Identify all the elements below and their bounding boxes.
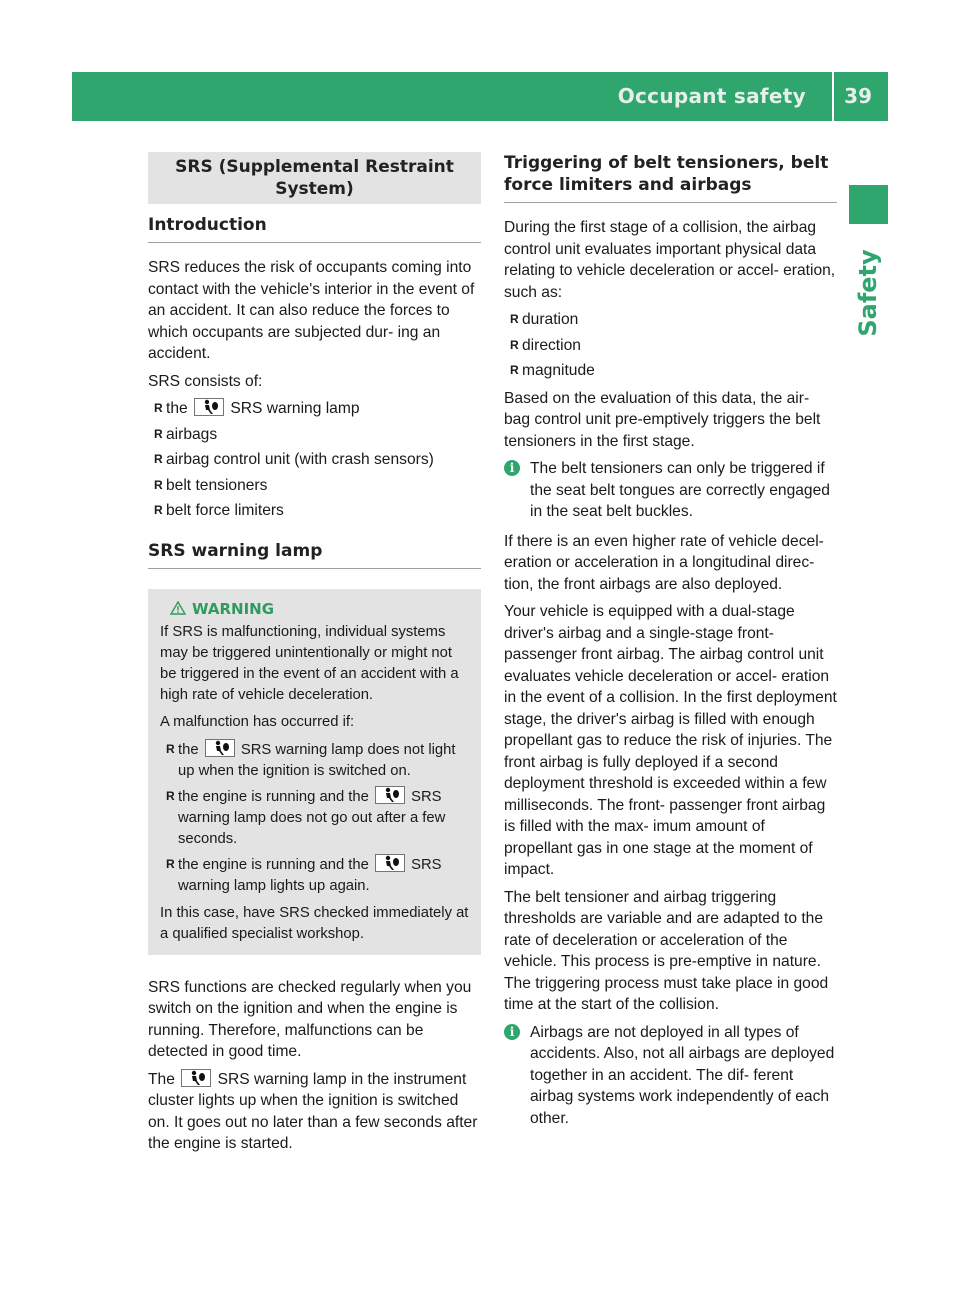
srs-airbag-icon <box>181 1069 211 1087</box>
body-paragraph: The belt tensioner and airbag triggering thresholds are variable and are adapted to the rate of deceleration or acceleration of the vehicle. This process is pre-emptive in nature. The triggering process must take place in good time at the start of the collision. <box>504 888 829 1013</box>
info-icon: i <box>504 1024 520 1040</box>
list-item: R belt tensioners <box>148 475 481 497</box>
warning-paragraph: If SRS is malfunctioning, individual systems may be triggered unintentionally or might not be triggered in the event of an accident with a high rate of vehicle deceleration. <box>160 623 459 703</box>
srs-airbag-icon <box>375 854 405 872</box>
warning-paragraph: In this case, have SRS checked immediately at a qualified specialist workshop. <box>160 904 469 942</box>
list-item: R direction <box>504 335 837 357</box>
list-item: R the engine is running and the SRS warning lamp does not go out after a few seconds. <box>160 786 469 850</box>
info-icon: i <box>504 460 520 476</box>
lamp-paragraph: The SRS warning lamp in the instrument cluster lights up when the ignition is switched on. It goes out no later than a few seconds after the engine is started. <box>148 1070 478 1152</box>
checks-paragraph: SRS functions are checked regularly when you switch on the ignition and when the engine is running. Therefore, malfunctions can be detected in good time. <box>148 978 472 1060</box>
chapter-tab <box>849 185 888 224</box>
consists-of-text: SRS consists of: <box>148 372 263 390</box>
list-item: R the SRS warning lamp does not light up when the ignition is switched on. <box>160 739 469 782</box>
warning-title: WARNING <box>192 599 275 618</box>
list-item: R belt force limiters <box>148 500 481 522</box>
list-item: R airbags <box>148 424 481 446</box>
header-divider <box>832 72 834 121</box>
list-item: R magnitude <box>504 360 837 382</box>
body-paragraph: Based on the evaluation of this data, the air- bag control unit pre-emptively triggers the belt tensioners in the first stage. <box>504 389 821 450</box>
info-text: Airbags are not deployed in all types of accidents. Also, not all airbags are deployed together in an accident. The dif- ferent airbag systems work independently of each other. <box>530 1023 835 1127</box>
srs-airbag-icon <box>375 786 405 804</box>
list-item: R the engine is running and the SRS warning lamp lights up again. <box>160 854 469 897</box>
info-text: The belt tensioners can only be triggered if the seat belt tongues are correctly engaged in the seat belt buckles. <box>530 460 830 520</box>
body-paragraph: During the first stage of a collision, the airbag control unit evaluates important physical data relating to vehicle deceleration or accel- eration, such as: <box>504 219 836 301</box>
section-title: Occupant safety <box>617 84 806 108</box>
srs-components-list <box>148 398 481 522</box>
srs-airbag-icon <box>205 739 235 757</box>
list-item: R airbag control unit (with crash sensors) <box>148 449 481 471</box>
warning-box <box>148 589 481 955</box>
page-number: 39 <box>844 84 872 108</box>
malfunction-list <box>160 739 469 897</box>
section-banner: SRS (Supplemental Restraint System) <box>148 152 481 204</box>
body-paragraph: If there is an even higher rate of vehicle decel- eration or acceleration in a longitudinal direc- tion, the front airbags are also deployed. <box>504 532 824 593</box>
info-note <box>504 1022 837 1130</box>
chapter-label <box>850 246 886 340</box>
lamp-heading: SRS warning lamp <box>148 540 481 569</box>
info-note <box>504 458 837 523</box>
warning-paragraph: A malfunction has occurred if: <box>160 713 355 730</box>
srs-airbag-icon <box>194 398 224 416</box>
right-column <box>504 152 837 1137</box>
intro-paragraph: SRS reduces the risk of occupants coming into contact with the vehicle's interior in the event of an accident. It can also reduce the forces to which occupants are subjected dur- ing an accident. <box>148 259 475 362</box>
warning-header <box>160 599 469 620</box>
collision-factors-list <box>504 309 837 382</box>
chapter-label-text: Safety <box>854 249 882 337</box>
body-paragraph: Your vehicle is equipped with a dual-stage driver's airbag and a single-stage front- passenger front airbag. The airbag control unit evaluates vehicle deceleration or accel- eration in the event of a collision. In the first deployment stage, the driver's airbag is filled with enough propellant gas to reduce the risk of injuries. The front airbag is fully deployed if a second deployment threshold is exceeded within a few milliseconds. The front- passenger front airbag is filled with the max- imum amount of propellant gas in one stage at the moment of impact. <box>504 603 837 878</box>
page-header <box>72 72 888 121</box>
left-column <box>148 152 481 1161</box>
warning-triangle-icon <box>170 601 186 615</box>
list-item: R the SRS warning lamp <box>148 398 481 420</box>
list-item: R duration <box>504 309 837 331</box>
intro-heading: Introduction <box>148 214 481 243</box>
triggering-heading: Triggering of belt tensioners, belt force limiters and airbags <box>504 152 837 203</box>
